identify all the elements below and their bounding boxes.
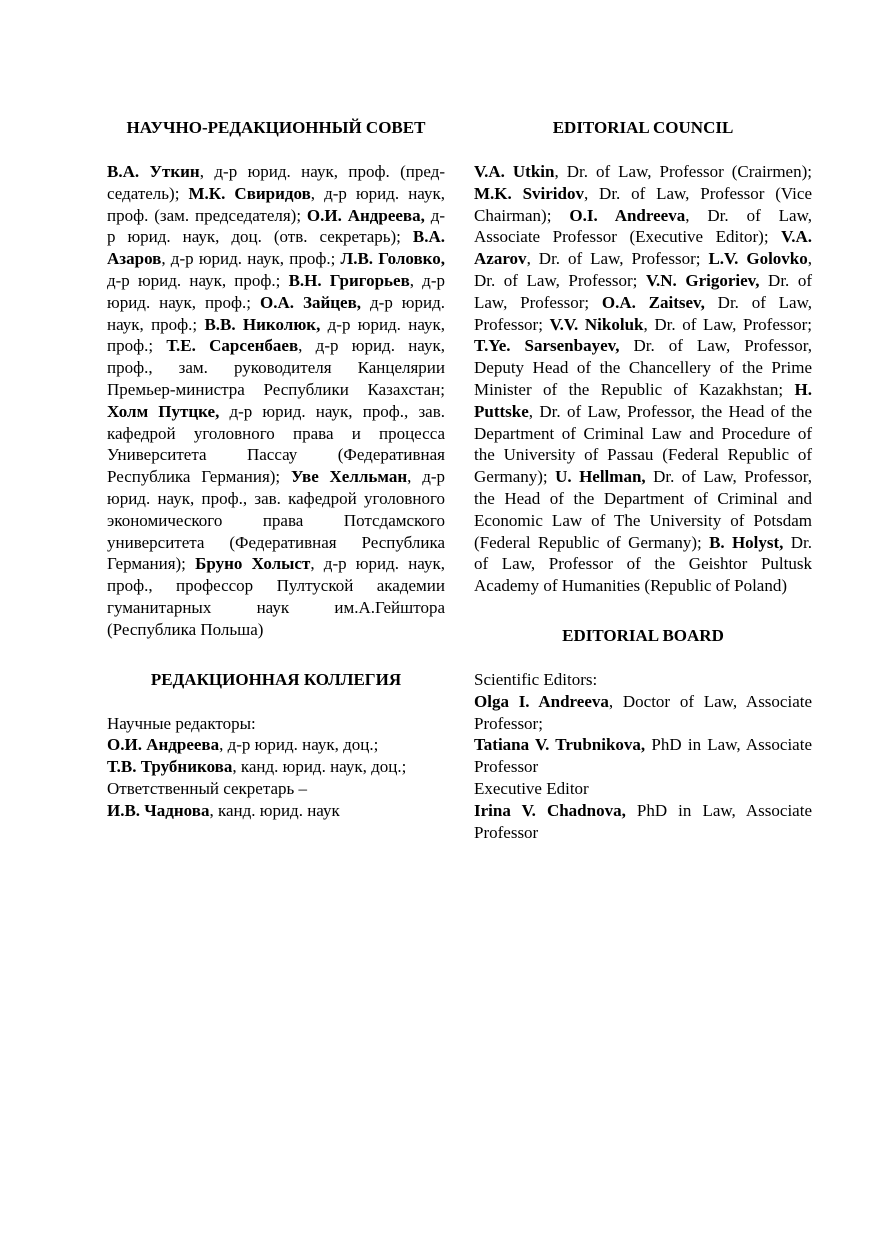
member-name: M.K. Sviridov <box>474 183 584 203</box>
member-name: B. Holyst, <box>709 532 784 552</box>
member-name: Tatiana V. Trubnikova, <box>474 735 646 755</box>
member-details: д-р юрид. наук, проф.; <box>107 270 289 290</box>
member-name: О.И. Андреева <box>107 735 220 755</box>
board-line <box>107 734 445 756</box>
member-details: Dr. of Law, Professor; <box>474 292 813 334</box>
member-name: V.A. Azarov <box>474 227 812 269</box>
board-heading-en: EDITORIAL BOARD <box>562 625 724 645</box>
member-details: , Dr. of Law, Professor, the Head of the Department of Criminal Law and Procedure of the University of Passau (Federal Republic of Germany); <box>474 401 812 487</box>
member-details: д-р юрид. наук, доц. (отв. секретарь); <box>107 205 446 247</box>
member-name: O.A. Zaitsev, <box>601 292 705 312</box>
member-details: , д-р юрид. наук, проф. (председатель); <box>107 162 446 203</box>
member-details: , д-р юрид. наук, проф.; <box>161 249 341 269</box>
council-heading-ru: НАУЧНО-РЕДАКЦИОННЫЙ СОВЕТ <box>126 118 426 137</box>
member-details: д-р юрид. наук, проф., зав. кафедрой уголовного права и процесса Университета Пассау (Федеративная Республика Германия); <box>107 401 445 487</box>
member-name: Уве Хелльман <box>290 467 408 487</box>
board-heading-ru: РЕДАКЦИОННАЯ КОЛЛЕГИЯ <box>150 669 402 689</box>
member-details: , д-р юрид. наук, проф., зам. руководителя Канцелярии Премьер-министра Республики Казахстан; <box>107 336 445 399</box>
board-members-en <box>474 669 812 843</box>
member-name: В.А. Уткин <box>107 162 200 181</box>
member-name: H. Puttske <box>474 379 812 421</box>
member-details: Executive Editor <box>474 778 589 798</box>
member-details: Dr. of Law, Professor; <box>474 270 813 312</box>
member-details: , Dr. of Law, Professor; <box>526 249 709 269</box>
board-line <box>107 778 445 800</box>
member-details: , д-р юрид. наук, проф., профессор Пултуской академии гуманитарных наук им.А.Гейштора (Республика Польша) <box>107 554 445 639</box>
member-name: V.A. Utkin <box>474 162 555 181</box>
board-members-ru <box>107 713 445 822</box>
member-details: , канд. юрид. наук, доц.; <box>232 757 407 777</box>
council-members-en <box>474 161 812 597</box>
member-name: Холм Путцке, <box>107 401 220 421</box>
member-details: , Doctor of Law, Associate Professor; <box>474 691 813 733</box>
member-details: Dr. of Law, Professor, the Head of the Department of Criminal and Economic Law of The University of Potsdam (Federal Republic of Germany); <box>474 467 812 552</box>
member-details: , Dr. of Law, Associate Professor (Executive Editor); <box>474 205 813 247</box>
member-details: Dr. of Law, Professor of the Geishtor Pultusk Academy of Humanities (Republic of Poland) <box>474 532 812 596</box>
member-details: , Dr. of Law, Professor (Vice Chairman); <box>474 183 812 225</box>
member-details: , д-р юрид. наук, проф., зав. кафедрой уголовного экономического права Потсдамского университета (Федеративная Республика Германия); <box>107 467 446 574</box>
board-line <box>474 734 812 778</box>
member-name: О.А. Зайцев, <box>260 292 362 312</box>
member-details: , Dr. of Law, Professor; <box>474 249 812 290</box>
member-name: Бруно Холыст <box>195 554 311 574</box>
member-details: , Dr. of Law, Professor (Crairmen); <box>554 162 812 181</box>
english-column <box>474 115 812 843</box>
member-name: В.А. Азаров <box>107 227 445 269</box>
member-details: , Dr. of Law, Professor; <box>643 314 812 334</box>
board-line <box>107 800 445 822</box>
russian-column <box>107 115 445 822</box>
member-details: Dr. of Law, Professor, Deputy Head of the Chancellery of the Prime Minister of the Republic of Kazakhstan; <box>474 336 812 399</box>
member-name: T.Ye. Sarsenbayev, <box>474 336 620 356</box>
member-name: И.В. Чаднова <box>107 800 210 820</box>
member-name: Olga I. Andreeva <box>474 691 609 711</box>
member-name: Л.В. Головко, <box>340 249 445 269</box>
member-details: д-р юрид. наук, проф.; <box>107 314 446 356</box>
member-details: Scientific Editors: <box>474 669 598 689</box>
member-details: , д-р юрид. наук, проф. (зам. председателя); <box>107 183 445 225</box>
board-line <box>474 669 812 691</box>
council-heading-en: EDITORIAL COUNCIL <box>552 118 734 137</box>
board-line <box>107 756 445 778</box>
board-line <box>474 778 812 800</box>
member-name: Т.В. Трубникова <box>107 757 233 777</box>
member-details: Ответственный секретарь – <box>107 778 308 798</box>
member-name: В.В. Николюк, <box>204 314 321 334</box>
member-name: М.К. Свиридов <box>188 183 311 203</box>
board-line <box>474 800 812 844</box>
member-name: О.И. Андреева, <box>306 205 425 225</box>
member-name: Т.Е. Сарсенбаев <box>166 336 299 356</box>
member-details: PhD in Law, Associate Professor <box>474 735 812 777</box>
member-details: д-р юрид. наук, проф.; <box>107 292 445 334</box>
member-name: L.V. Golovko <box>708 249 808 269</box>
member-name: V.N. Grigoriev, <box>645 270 760 290</box>
council-members-ru <box>107 161 445 641</box>
member-details: Научные редакторы: <box>107 713 256 733</box>
board-line <box>107 713 445 735</box>
member-name: V.V. Nikoluk <box>549 314 644 334</box>
member-details: PhD in Law, Associate Professor <box>474 800 812 842</box>
member-details: , канд. юрид. наук <box>209 800 340 820</box>
member-name: Irina V. Chadnova, <box>474 800 626 820</box>
member-name: U. Hellman, <box>555 467 646 487</box>
member-details: , д-р юрид. наук, проф.; <box>107 270 445 312</box>
member-name: O.I. Andreeva <box>569 205 686 225</box>
board-line <box>474 691 812 735</box>
member-name: В.Н. Григорьев <box>288 270 410 290</box>
member-details: , д-р юрид. наук, доц.; <box>219 735 379 755</box>
